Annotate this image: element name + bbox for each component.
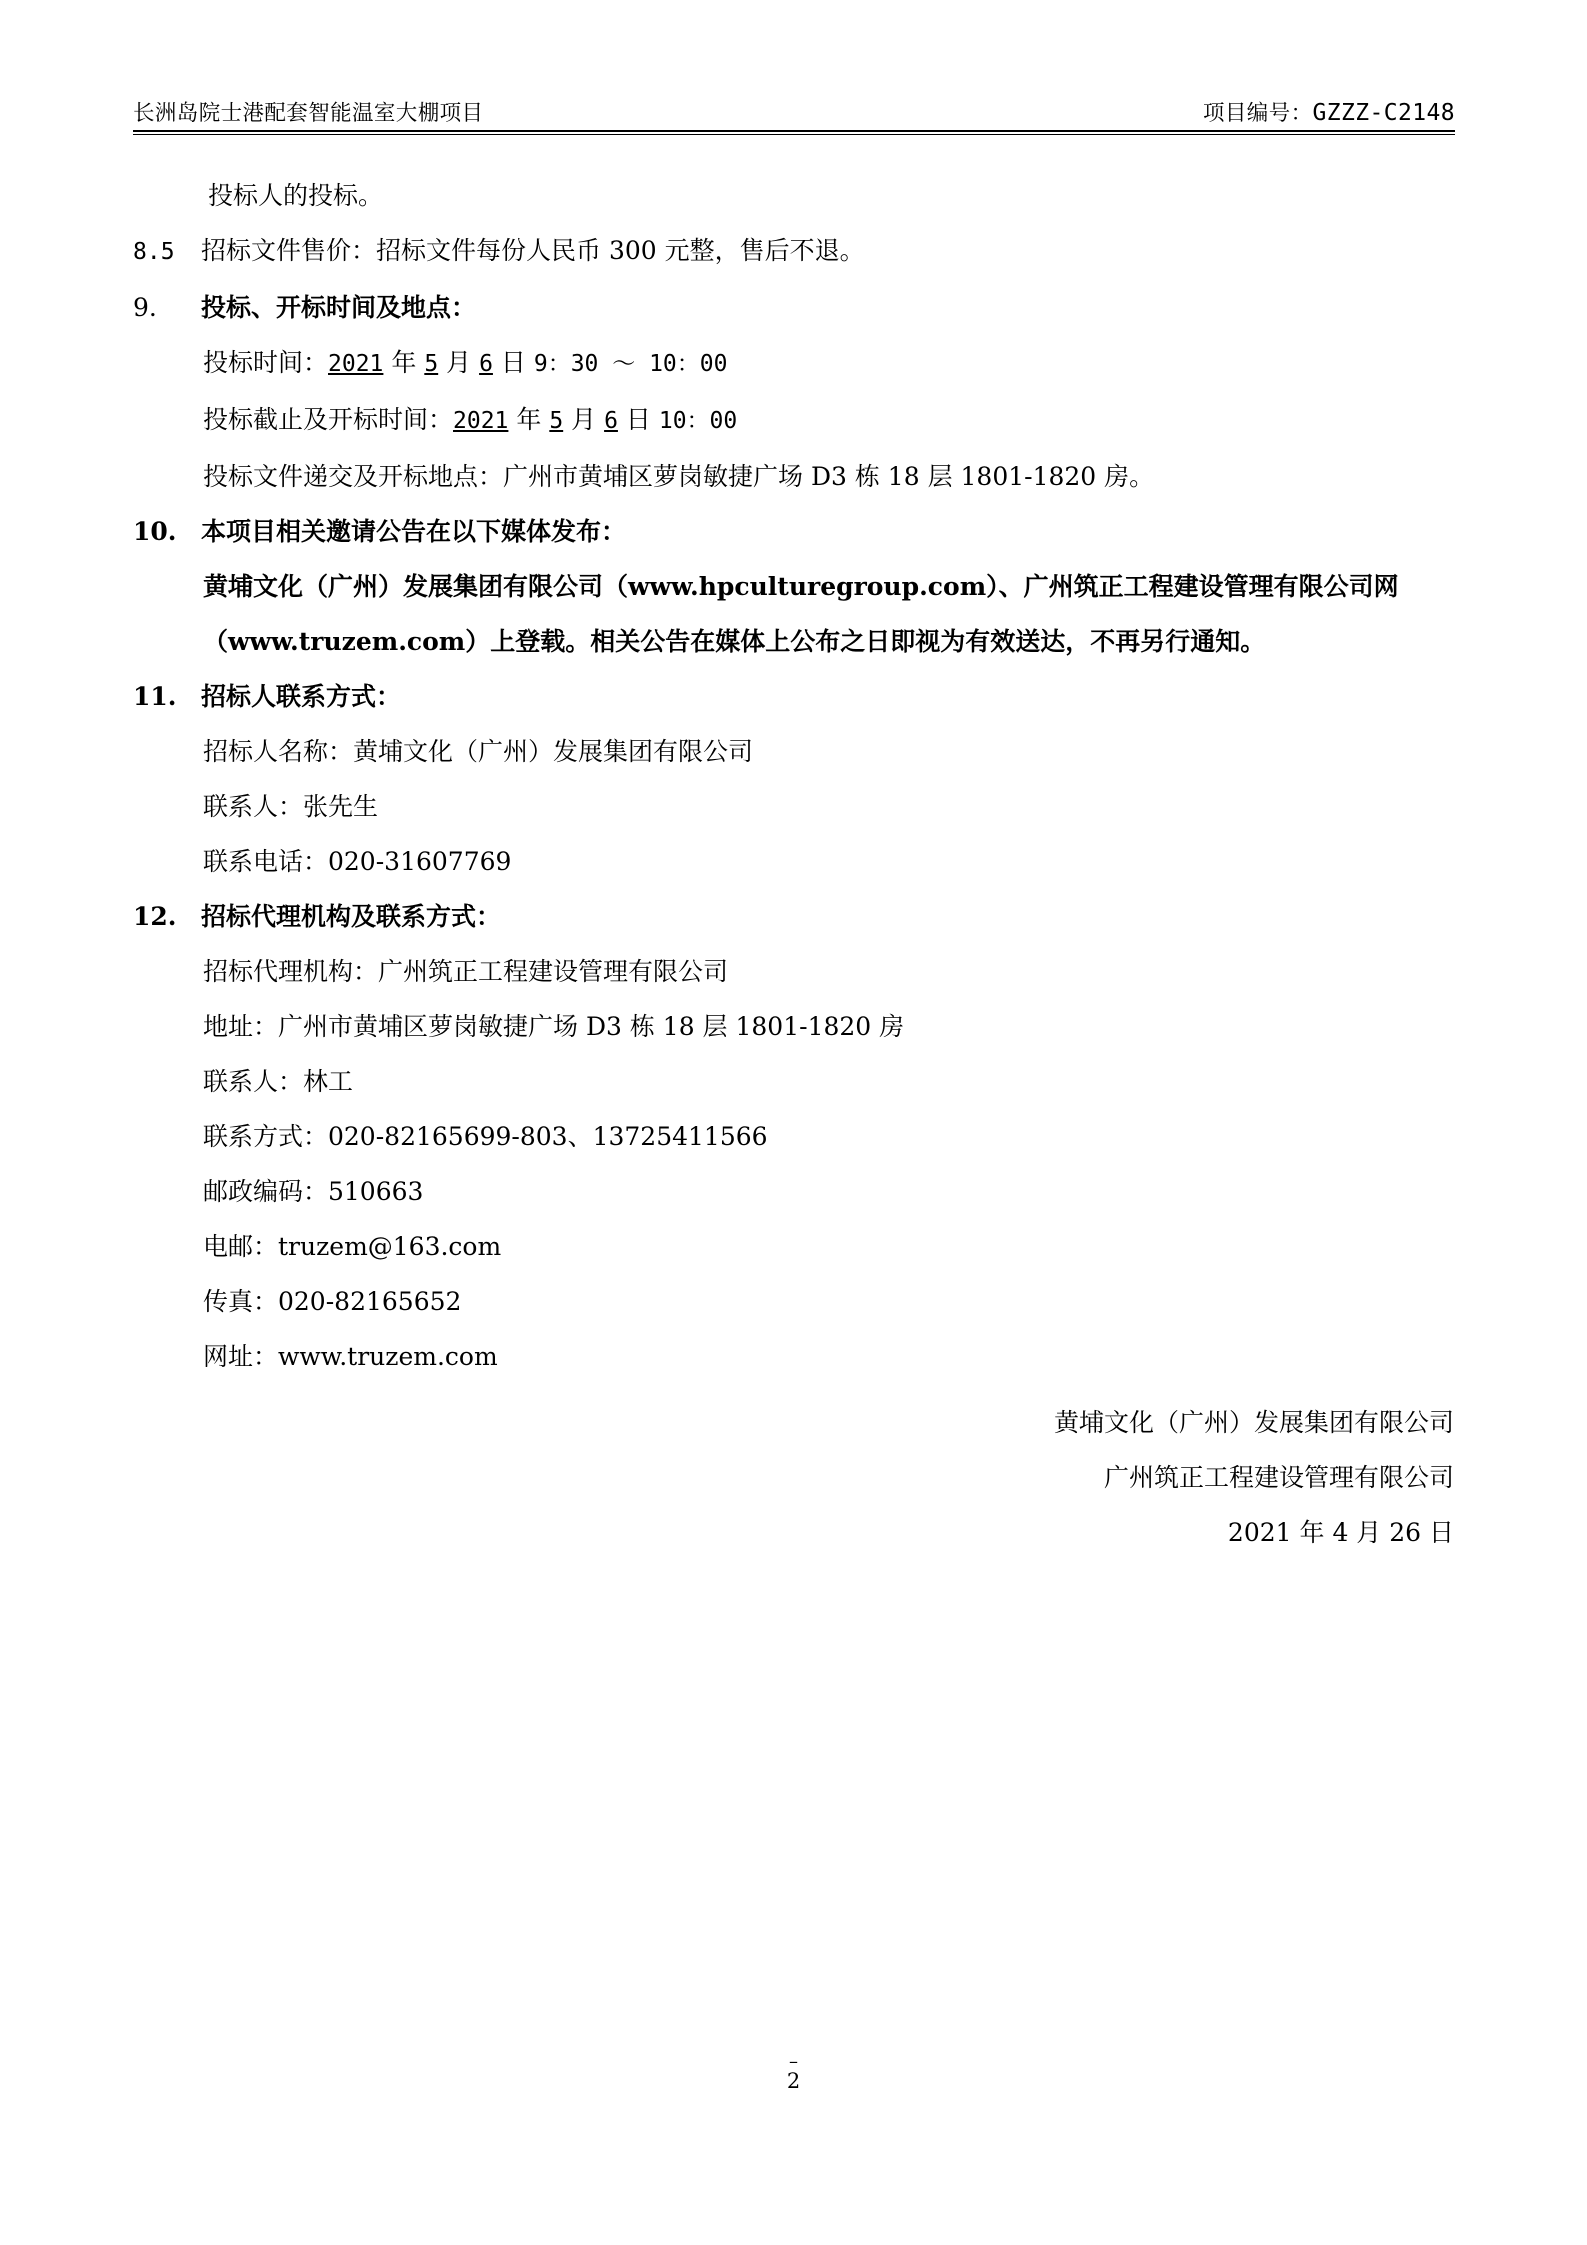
item-12-row-4: 联系方式：020-82165699-803、13725411566 — [203, 1122, 768, 1151]
header-project-number — [1203, 96, 1455, 127]
bid-time-year-unit: 年 — [383, 348, 425, 377]
deadline-label: 投标截止及开标时间： — [203, 405, 454, 434]
item-11-row-2: 联系人：张先生 — [203, 792, 379, 821]
place-label: 投标文件递交及开标地点： — [203, 462, 504, 491]
item-11-row-1: 招标人名称：黄埔文化（广州）发展集团有限公司 — [203, 737, 754, 766]
item-8-5-text: 招标文件售价：招标文件每份人民币 300 元整，售后不退。 — [201, 236, 865, 265]
header-divider — [133, 130, 1455, 135]
deadline-year: 2021 — [453, 408, 509, 434]
item-12-row-6: 电邮：truzem@163.com — [203, 1232, 502, 1261]
document-body — [133, 168, 1463, 1384]
place-value: 广州市黄埔区萝岗敏捷广场 D3 栋 18 层 1801-1820 房。 — [503, 462, 1155, 491]
item-12-number: 12. — [133, 902, 177, 931]
item-12 — [133, 889, 1463, 944]
item-10-title: 本项目相关邀请公告在以下媒体发布： — [201, 517, 627, 546]
footer-dash: – — [789, 2051, 798, 2072]
bid-time-month: 5 — [424, 351, 439, 377]
bid-time-day-unit: 日 — [492, 348, 534, 377]
signature-line-2: 广州筑正工程建设管理有限公司 — [1103, 1463, 1454, 1492]
carryover-text: 投标人的投标。 — [208, 181, 384, 210]
item-10-paragraph — [133, 559, 1463, 669]
signature-block — [1054, 1395, 1454, 1560]
page-footer — [0, 2051, 1587, 2093]
item-12-row-7: 传真：020-82165652 — [203, 1287, 462, 1316]
item-9 — [133, 280, 1463, 335]
item-11-title: 招标人联系方式： — [201, 682, 402, 711]
header-project-title: 长洲岛院士港配套智能温室大棚项目 — [133, 101, 484, 126]
header-project-number-value: GZZZ-C2148 — [1312, 100, 1455, 126]
bid-time-year: 2021 — [328, 351, 384, 377]
page-header — [133, 96, 1455, 127]
deadline-time: 10：00 — [658, 408, 738, 434]
item-11-number: 11. — [133, 682, 177, 711]
item-10-line-1: 黄埔文化（广州）发展集团有限公司（www.hpculturegroup.com）、广州筑正工程建设管理有限公司网 — [203, 572, 1399, 601]
header-project-number-label: 项目编号： — [1203, 101, 1313, 126]
bid-time-range: 9：30 ～ 10：00 — [533, 351, 728, 377]
item-12-row-5: 邮政编码：510663 — [203, 1177, 424, 1206]
deadline-row — [133, 392, 1463, 449]
item-9-title: 投标、开标时间及地点： — [201, 293, 477, 322]
footer-page-number: 2 — [786, 2069, 801, 2093]
item-8-5 — [133, 223, 1463, 280]
item-12-row-2: 地址：广州市黄埔区萝岗敏捷广场 D3 栋 18 层 1801-1820 房 — [203, 1012, 905, 1041]
item-11 — [133, 669, 1463, 724]
signature-date: 2021 年 4 月 26 日 — [1227, 1518, 1454, 1547]
item-12-row-1: 招标代理机构：广州筑正工程建设管理有限公司 — [203, 957, 729, 986]
item-12-row-8: 网址：www.truzem.com — [203, 1342, 498, 1371]
deadline-month-unit: 月 — [563, 405, 605, 434]
item-11-row-3: 联系电话：020-31607769 — [203, 847, 512, 876]
item-12-title: 招标代理机构及联系方式： — [201, 902, 502, 931]
item-9-number: 9. — [133, 293, 157, 322]
item-12-row-3: 联系人：林工 — [203, 1067, 354, 1096]
deadline-day-unit: 日 — [617, 405, 659, 434]
item-10-number: 10. — [133, 517, 177, 546]
deadline-day: 6 — [604, 408, 618, 434]
bid-time-day: 6 — [479, 351, 493, 377]
deadline-month: 5 — [549, 408, 564, 434]
place-row — [133, 449, 1463, 504]
item-10-line-2: （www.truzem.com）上登载。相关公告在媒体上公布之日即视为有效送达，不再另行通知。 — [203, 627, 1266, 656]
item-10 — [133, 504, 1463, 559]
item-8-5-number: 8.5 — [133, 239, 175, 265]
bid-time-month-unit: 月 — [438, 348, 480, 377]
signature-line-1: 黄埔文化（广州）发展集团有限公司 — [1053, 1408, 1454, 1437]
bid-time-row — [133, 335, 1463, 392]
bid-time-label: 投标时间： — [203, 348, 329, 377]
deadline-year-unit: 年 — [508, 405, 550, 434]
